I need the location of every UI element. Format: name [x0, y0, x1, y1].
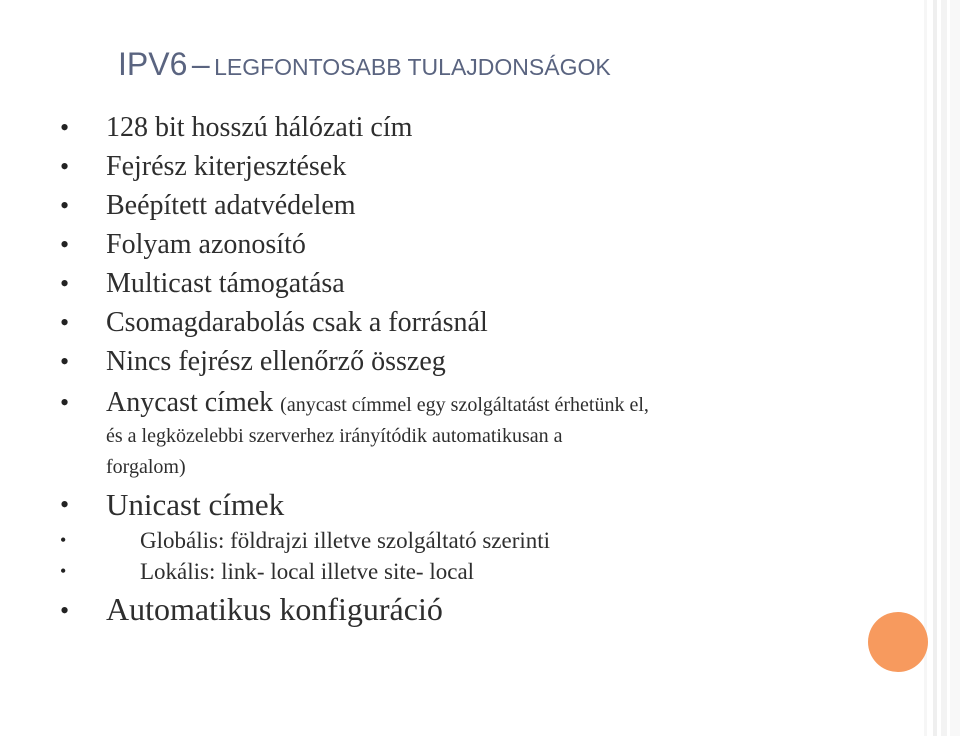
bullet-icon: •: [60, 388, 70, 417]
list-item-anycast: [60, 387, 920, 483]
bullet-icon: •: [60, 561, 67, 581]
list-item-text: Beépített adatvédelem: [106, 190, 356, 221]
anycast-detail-line-2: és a legközelebbi szerverhez irányítódik automatikusan a: [106, 425, 563, 447]
list-item: [60, 303, 920, 342]
bullet-icon: •: [60, 596, 70, 625]
title-dash: –: [191, 46, 210, 82]
list-item-text: Automatikus konfiguráció: [106, 591, 443, 627]
slide-title: [118, 46, 611, 83]
bullet-icon: •: [60, 308, 70, 337]
list-item-text: Csomagdarabolás csak a forrásnál: [106, 307, 488, 338]
list-subitem-text: Lokális: link- local illetve site- local: [140, 559, 475, 584]
anycast-detail-line-3: forgalom): [106, 456, 186, 478]
list-item: [60, 264, 920, 303]
feature-list: [60, 108, 920, 631]
bullet-icon: •: [60, 191, 70, 220]
anycast-label: Anycast címek: [106, 387, 274, 418]
list-item-text: 128 bit hosszú hálózati cím: [106, 112, 413, 143]
list-item-text: Fejrész kiterjesztések: [106, 151, 347, 182]
list-item: [60, 108, 920, 147]
unicast-label: Unicast címek: [106, 487, 285, 522]
list-item: [60, 587, 920, 631]
list-subitem: [60, 525, 920, 556]
stripe: [941, 0, 947, 736]
bullet-icon: •: [60, 530, 67, 550]
bullet-icon: •: [60, 347, 70, 376]
bullet-icon: •: [60, 269, 70, 298]
bullet-icon: •: [60, 230, 70, 259]
bullet-icon: •: [60, 113, 70, 142]
list-item-unicast: [60, 485, 920, 525]
list-item: [60, 342, 920, 381]
list-item-text: Nincs fejrész ellenőrző összeg: [106, 346, 446, 377]
list-subitem: [60, 556, 920, 587]
list-item-text: Multicast támogatása: [106, 268, 345, 299]
bullet-icon: •: [60, 490, 70, 519]
stripe: [933, 0, 937, 736]
anycast-detail-line-1: (anycast címmel egy szolgáltatást érhetünk el,: [280, 394, 649, 416]
list-item: [60, 225, 920, 264]
bullet-icon: •: [60, 152, 70, 181]
title-main: IPV6: [118, 46, 188, 82]
stripe: [924, 0, 927, 736]
list-subitem-text: Globális: földrajzi illetve szolgáltató szerinti: [140, 528, 551, 553]
list-item-text: Folyam azonosító: [106, 229, 306, 260]
stripe: [950, 0, 960, 736]
list-item: [60, 147, 920, 186]
decorative-stripes: [924, 0, 960, 736]
title-subtitle: LEGFONTOSABB TULAJDONSÁGOK: [214, 54, 611, 80]
list-item: [60, 186, 920, 225]
